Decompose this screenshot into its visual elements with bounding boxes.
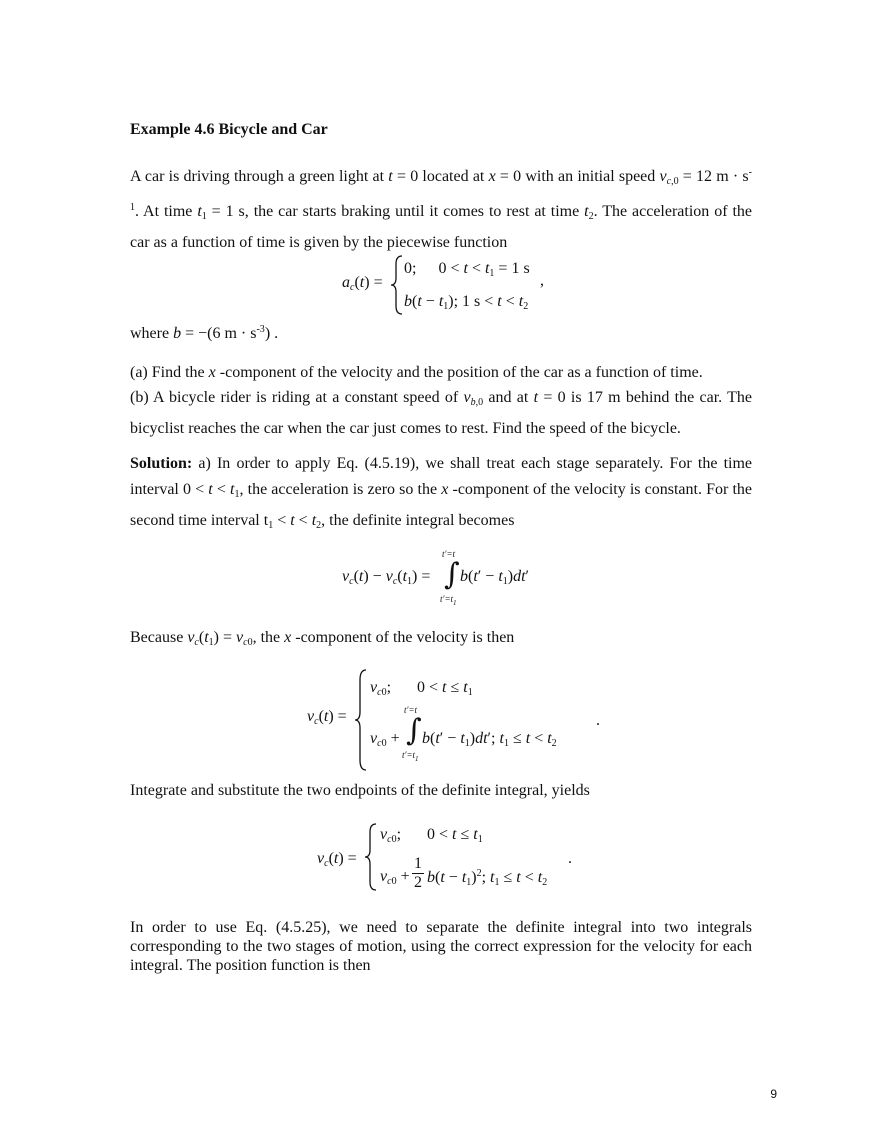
because-line: Because $v_c(t_1) = v_{c0}$, the x -component of the velocity is then xyxy=(130,629,515,648)
document-page: Example 4.6 Bicycle and Car A car is driving through a green light at t = 0 located at x = 0 with an initial speed $v_{c,0} = 12$ $m \cdot s^{-1}$. At time $t_1 = 1$ s, the car starts braking until it comes to rest at time $t_2$. The acceleration of the car as a function of time is given by the piecewise function $a_c(t)$ = 0; $0 < t < t_1 = 1$ s $b(t - t_1)$; 1 $s < t < t_2$ , where b = −(6 $m \cdot s^{-3}$) . (a) Find the x -component of the velocity and the position of the car as a function of time. (b) A bicycle rider is riding at a constant speed of $v_{b,0}$ and at t = 0 is 17 m behind the car. The bicyclist reaches the car when the car just comes to rest. Find the speed of the bicycle. Solution: a) In order to apply Eq. (4.5.19), we shall treat each stage separately. For the time interval $0 < t < t_1$, the acceleration is zero so the x -component of the velocity is constant. For the second time interval $t_1 < t < t_2$, the definite integral becomes $v_c(t) - v_c(t_1)$ = t′=t ∫ $t'=t_1$ $b(t' - t_1)dt'$ Because $v_c(t_1) = v_{c0}$, the x -component of the velocity is then $v_c(t)$ = $v_{c0}$; $0 < t \le t_1$ t′=t $v_{c0}$ + ∫ $t'=t_1$ $b(t' - t_1)dt'$; $t_1 \le t < t_2$ . Integrate and substitute the two endpoints of the definite integral, yields $v_c(t)$ = $v_{c0}$; $0 < t \le t_1$ $v_{c0}$ + 1 2 $b(t - t_1)^2$; $t_1 \le t < t_2$ . In order to use Eq. (4.5.25), we need to separate the definite integral into two integrals corresponding to the two stages of motion, using the correct expression for the velocity for each integral. The position function is then 9 xyxy=(130,121,777,1101)
left-brace-icon xyxy=(390,254,404,316)
example-title: Example 4.6 Bicycle and Car xyxy=(130,121,328,138)
position-intro-paragraph: In order to use Eq. (4.5.25), we need to separate the definite integral into two integrals corresponding to the two stages of motion, using the correct expression for the velocity for each integral. The position function is then xyxy=(130,919,752,974)
integrate-line: Integrate and substitute the two endpoints of the definite integral, yields xyxy=(130,782,590,799)
question-a: (a) Find the x -component of the velocity and the position of the car as a function of time. xyxy=(130,364,703,381)
solution-paragraph: Solution: a) In order to apply Eq. (4.5.19), we shall treat each stage separately. For the time interval $0 < t < t_1$, the acceleration is zero so the x -component of the velocity is constant. For the second time interval $t_1 < t < t_2$, the definite integral becomes xyxy=(130,455,753,531)
question-b: (b) A bicycle rider is riding at a constant speed of $v_{b,0}$ and at t = 0 is 17 m behind the car. The bicyclist reaches the car when the car just comes to rest. Find the speed of the bicycle. xyxy=(130,389,753,437)
left-brace-icon xyxy=(364,822,378,892)
where-line: where b = −(6 $m \cdot s^{-3}$) . xyxy=(130,324,279,342)
problem-statement: A car is driving through a green light at t = 0 located at x = 0 with an initial speed $v_{c,0} = 12$ $m \cdot s^{-1}$. At time $t_1 = 1$ s, the car starts braking until it comes to rest at time $t_2$. The acceleration of the car as a function of time is given by the piecewise function xyxy=(130,167,753,251)
page-number: 9 xyxy=(770,1087,777,1101)
left-brace-icon xyxy=(354,668,368,772)
